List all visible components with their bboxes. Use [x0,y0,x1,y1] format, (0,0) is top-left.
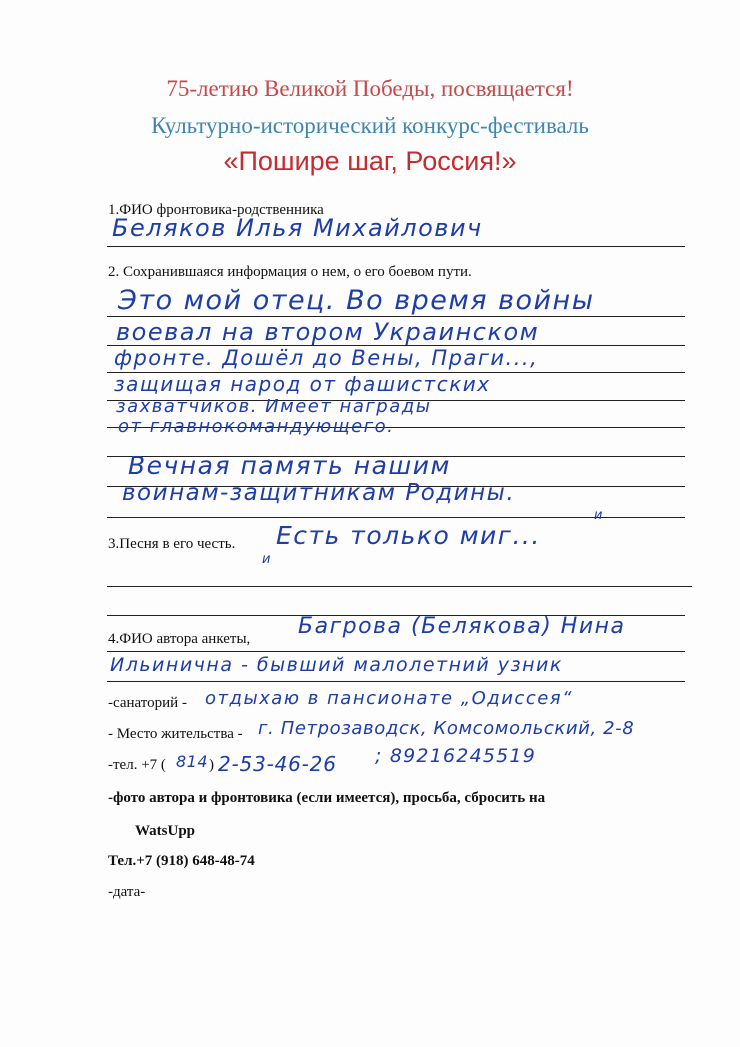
section2-line: защищая народ от фашистских [114,372,491,396]
sanatorium-label: -санаторий - [108,695,187,711]
section2-line: Вечная память нашим [128,451,451,480]
section1-answer: Беляков Илья Михайлович [112,214,483,242]
section2-line: воинам-защитникам Родины. [122,480,516,506]
ruled-line [107,316,685,317]
section3-mark: и [262,552,272,567]
section2-line: Это мой отец. Во время войны [118,285,595,316]
section1-label: 1.ФИО фронтовика-родственника [108,202,324,218]
phone-label: -тел. +7 ( [108,757,166,773]
section2-label: 2. Сохранившаяся информация о нем, о его боевом пути. [108,264,472,280]
phone-code-close: ) [209,757,214,773]
sanatorium-value: отдыхаю в пансионате „Одиссея“ [205,688,573,709]
section4-answer-line2: Ильинична - бывший малолетний узник [110,654,563,676]
phone-code: 814 [176,752,209,771]
residence-value: г. Петрозаводск, Комсомольский, 2-8 [258,718,635,739]
section3-line [107,586,692,587]
section1-line [107,246,685,247]
phone-value: 2-53-46-26 [218,752,337,776]
section2-line: воевал на втором Украинском [116,318,540,346]
section4-label: 4.ФИО автора анкеты, [108,631,251,647]
contact-phone: Тел.+7 (918) 648-48-74 [108,853,255,869]
slogan-heading: «Пошире шаг, Россия!» [223,146,517,176]
phone-mobile: ; 89216245519 [375,745,537,767]
section2-line: фронте. Дошёл до Вены, Праги..., [114,346,539,370]
section2-line: от главнокомандующего. [118,416,395,437]
section3-answer: Есть только миг... [276,521,541,550]
photo-request: -фото автора и фронтовика (если имеется), просьба, сбросить на [108,790,546,806]
section3-label: 3.Песня в его честь. [108,536,236,552]
contest-heading: Культурно-исторический конкурс-фестиваль [151,113,589,138]
messenger-name: WatsUpp [135,823,196,839]
section4-line [107,651,685,652]
dedication-heading: 75-летию Великой Победы, посвящается! [166,76,574,101]
section4-answer-line1: Багрова (Белякова) Нина [298,614,626,639]
section4-line [107,681,685,682]
residence-label: - Место жительства - [108,726,243,742]
section3-mark: и [594,508,604,523]
section2-line: захватчиков. Имеет награды [116,396,432,417]
date-label: -дата- [108,884,146,900]
